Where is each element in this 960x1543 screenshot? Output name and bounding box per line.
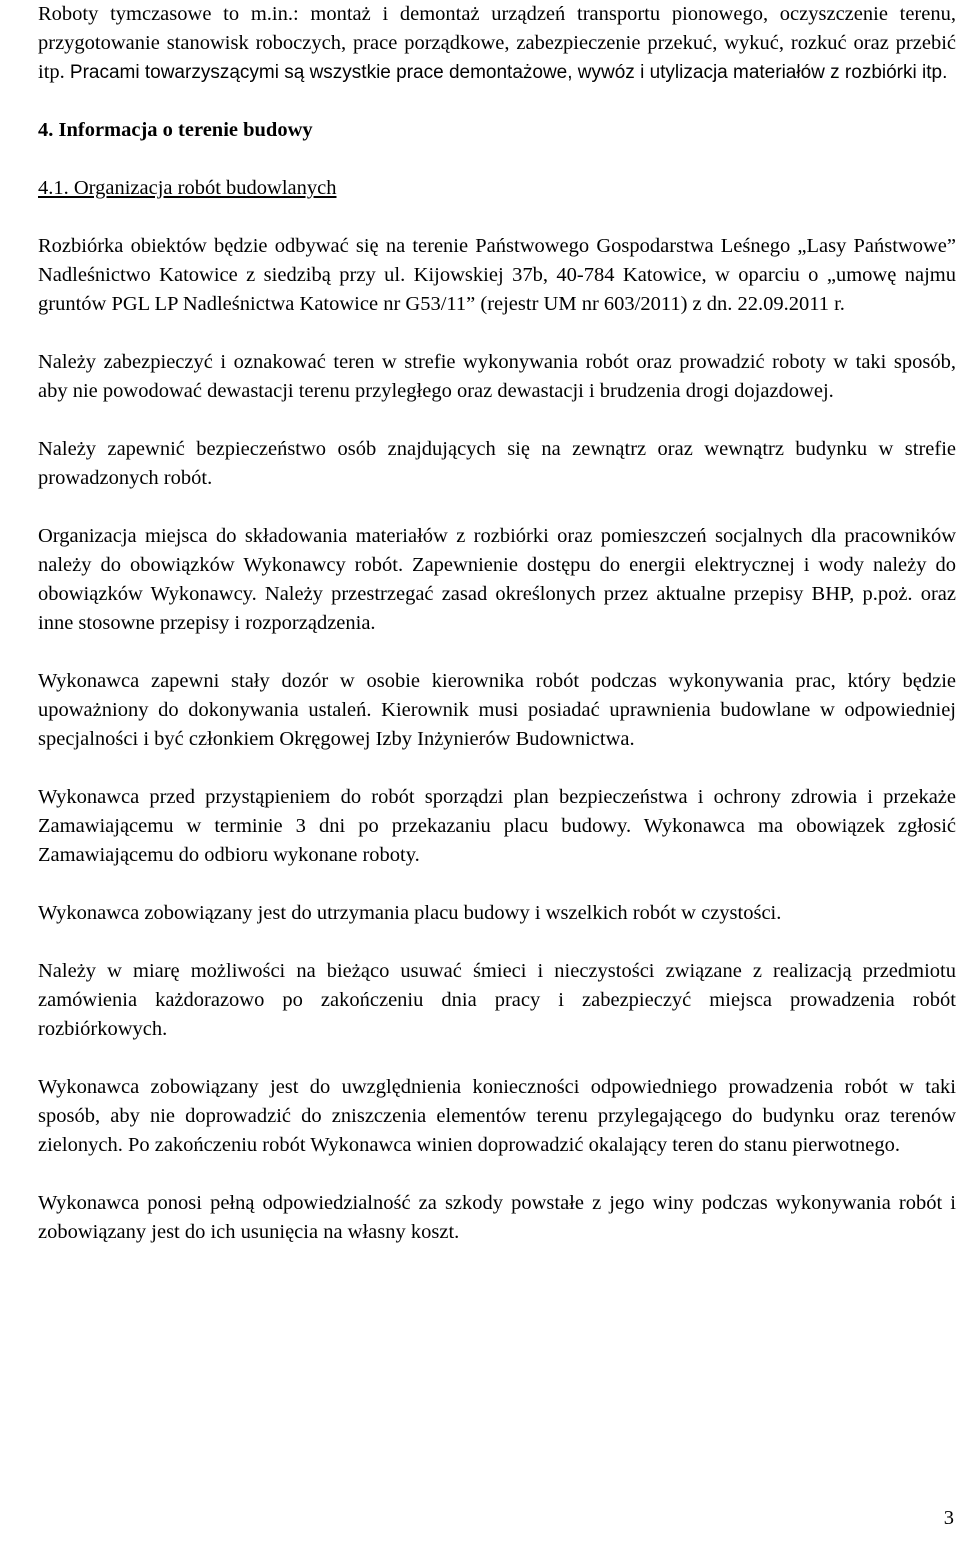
intro-text: Roboty tymczasowe to m.in.: montaż i demontaż urządzeń transportu pionowego, oczyszczenie terenu, przygotowanie stanowisk roboczych, prace porządkowe, zabezpieczenie przekuć, wykuć, rozkuć oraz przebić itp. [38,3,956,83]
section-subheading: 4.1. Organizacja robót budowlanych [38,177,337,199]
paragraph-waste-removal: Należy w miarę możliwości na bieżąco usuwać śmieci i nieczystości związane z realizacją przedmiotu zamówienia każdorazowo po zakończeniu dnia pracy i zabezpieczyć miejsca prowadzenia robót rozbiórkowych. [38,960,956,1040]
section-heading: 4. Informacja o terenie budowy [38,119,313,141]
paragraph-supervision: Wykonawca zapewni stały dozór w osobie kierownika robót podczas wykonywania prac, który będzie upoważniony do dokonywania ustaleń. Kierownik musi posiadać uprawnienia budowlane w odpowiedniej specjalności i być członkiem Okręgowej Izby Inżynierów Budownictwa. [38,670,956,750]
document-page [38,0,956,1247]
intro-text-sans: Pracami towarzyszącymi są wszystkie prace demontażowe, wywóz i utylizacja materiałów z rozbiórki itp. [69,62,948,83]
paragraph-cleanliness: Wykonawca zobowiązany jest do utrzymania placu budowy i wszelkich robót w czystości. [38,902,782,924]
paragraph-safety: Należy zapewnić bezpieczeństwo osób znajdujących się na zewnątrz oraz wewnątrz budynku w strefie prowadzonych robót. [38,438,956,489]
page-number: 3 [943,1507,954,1529]
paragraph-surroundings: Wykonawca zobowiązany jest do uwzględnienia konieczności odpowiedniego prowadzenia robót w taki sposób, aby nie doprowadzić do zniszczenia elementów terenu przylegającego do budynku oraz terenów zielonych. Po zakończeniu robót Wykonawca winien doprowadzić okalający teren do stanu pierwotnego. [38,1076,956,1156]
paragraph-site-location: Rozbiórka obiektów będzie odbywać się na terenie Państwowego Gospodarstwa Leśnego „Lasy Państwowe” Nadleśnictwo Katowice z siedzibą przy ul. Kijowskiej 37b, 40-784 Katowice, w oparciu o „umowę najmu gruntów PGL LP Nadleśnictwa Katowice nr G53/11” (rejestr UM nr 603/2011) z dn. 22.09.2011 r. [38,235,956,315]
intro-paragraph [38,0,956,87]
paragraph-secure-area: Należy zabezpieczyć i oznakować teren w strefie wykonywania robót oraz prowadzić roboty w taki sposób, aby nie powodować dewastacji terenu przyległego oraz dewastacji i brudzenia drogi dojazdowej. [38,351,956,402]
paragraph-liability: Wykonawca ponosi pełną odpowiedzialność za szkody powstałe z jego winy podczas wykonywania robót i zobowiązany jest do ich usunięcia na własny koszt. [38,1192,956,1243]
paragraph-storage: Organizacja miejsca do składowania materiałów z rozbiórki oraz pomieszczeń socjalnych dla pracowników należy do obowiązków Wykonawcy robót. Zapewnienie dostępu do energii elektrycznej i wody należy do obowiązków Wykonawcy. Należy przestrzegać zasad określonych przez aktualne przepisy BHP, p.poż. oraz inne stosowne przepisy i rozporządzenia. [38,525,956,634]
paragraph-safety-plan: Wykonawca przed przystąpieniem do robót sporządzi plan bezpieczeństwa i ochrony zdrowia i przekaże Zamawiającemu w terminie 3 dni po przekazaniu placu budowy. Wykonawca ma obowiązek zgłosić Zamawiającemu do odbioru wykonane roboty. [38,786,956,866]
